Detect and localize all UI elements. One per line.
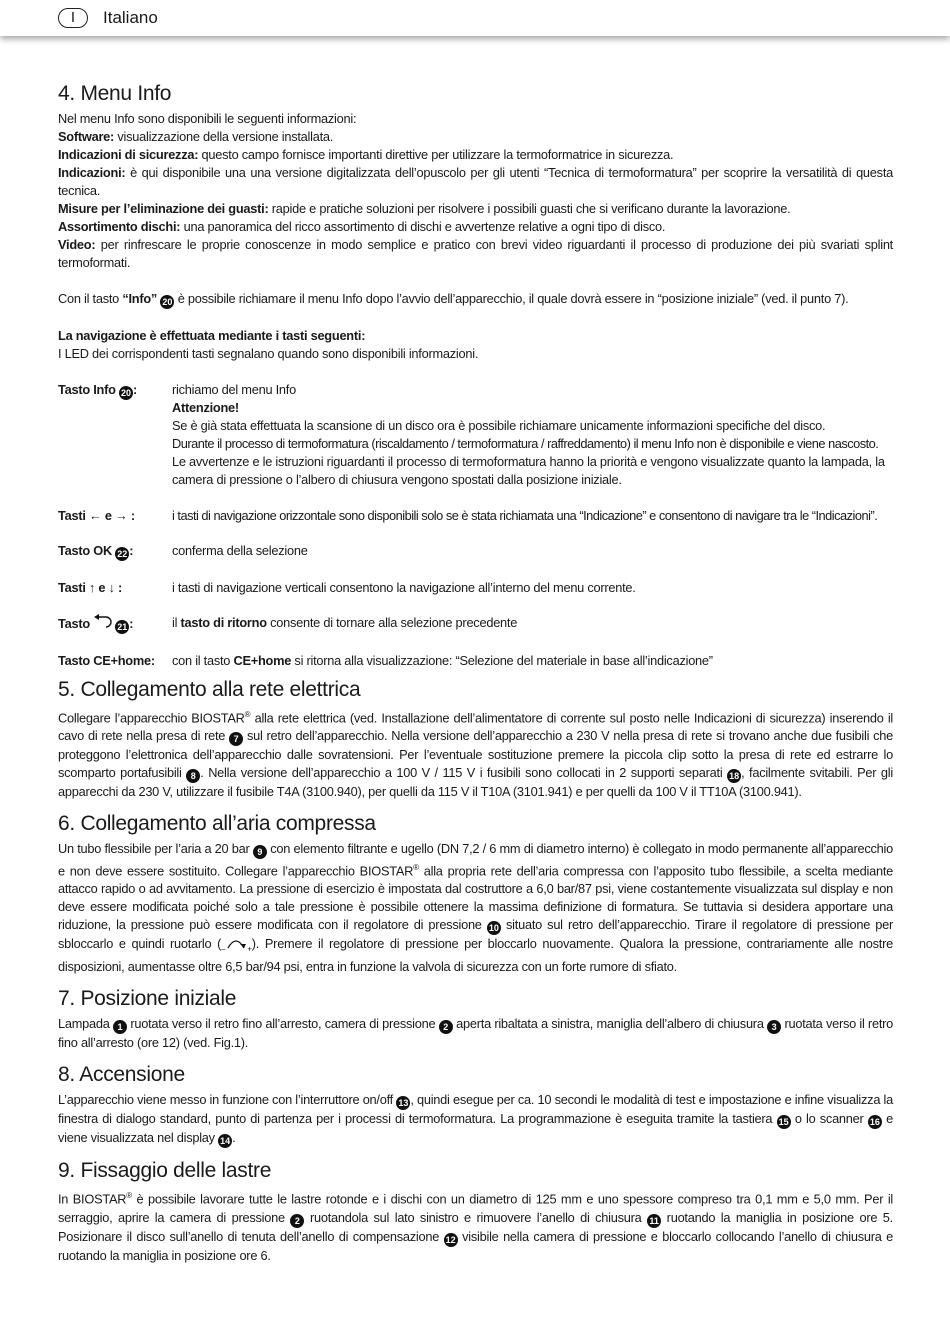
key-label-colon: : — [129, 616, 134, 631]
registered-mark: ® — [413, 862, 419, 872]
text-run: Lampada — [58, 1016, 113, 1032]
key-description: conferma della selezione — [172, 543, 308, 558]
section-9-text — [58, 1187, 893, 1264]
info-item-term: Indicazioni: — [58, 165, 126, 180]
section-7-text — [58, 1015, 893, 1052]
key-row-vertical — [58, 579, 893, 597]
info-item-term: Indicazioni di sicurezza: — [58, 147, 199, 162]
section-9 — [58, 1157, 893, 1264]
info-item-text: rapide e pratiche soluzioni per risolvere i possibili guasti che si verificano durante la lavorazione. — [268, 201, 791, 216]
info-item-safety — [58, 146, 893, 164]
key-definitions — [58, 381, 893, 670]
text-run: ruotando la maniglia in posizione ore 5. Posizionare il disco sull’anello di tenuta dell’anello di compensazione — [58, 1209, 893, 1244]
key-label-text: Tasto Info — [58, 382, 119, 397]
text-run: Con il tasto — [58, 291, 123, 306]
ce-home-term: CE+home — [233, 652, 292, 668]
key-row-ok — [58, 542, 893, 561]
callout-number-icon: 2 — [439, 1020, 453, 1034]
info-item-text: una panoramica del ricco assortimento di dischi e avvertenze relative a ogni tipo di disco. — [180, 219, 666, 234]
text-run: ruotata verso il retro fino all’arresto, camera di pressione — [127, 1016, 439, 1032]
key-row-back — [58, 614, 893, 634]
key-label: Tasti ↑ e ↓ : — [58, 579, 123, 595]
text-run: ). Premere il regolatore di pressione per bloccarlo nuovamente. Qualora la pressione, contrariamente alle nostre disposizioni, aumentasse oltre 6,5 bar/94 psi, entra in funzione la valvola di sicurezza con un forte rumore di sfiato. — [58, 936, 893, 975]
section-5-text — [58, 706, 893, 801]
nav-heading — [58, 327, 893, 345]
callout-number-icon: 12 — [445, 1234, 456, 1245]
text-run: In BIOSTAR — [58, 1191, 127, 1207]
text-run: ruotata verso il retro fino all’arresto (ore 12) (ved. Fig.1). — [58, 1016, 893, 1051]
info-item-text: questo campo fornisce importanti direttive per utilizzare la termoformatrice in sicurezza. — [198, 147, 674, 162]
text-run: Collegare l’apparecchio BIOSTAR — [58, 709, 245, 725]
callout-number-icon: 22 — [117, 549, 128, 559]
text-run: . — [232, 1130, 236, 1146]
callout-number-icon: 16 — [869, 1117, 880, 1128]
attention-label: Attenzione! — [172, 400, 239, 415]
info-item-discs — [58, 218, 893, 236]
callout-number-icon: 20 — [120, 388, 131, 398]
text-run: è possibile lavorare tutte le lastre rotonde e i dischi con un diametro di 125 mm e uno spessore compreso tra 0,1 mm e 5,0 mm. Per il serraggio, aprire la camera di pressione — [58, 1191, 894, 1225]
info-item-text: è qui disponibile una una versione digitalizzata dell’opuscolo per gli utenti “Tecnica di termoformatura” per scoprire la versatilità di questa tecnica. — [58, 165, 893, 198]
text-run: è possibile richiamare il menu Info dopo l’avvio dell’apparecchio, il quale dovrà essere in “posizione iniziale” (ved. il punto 7). — [174, 291, 849, 306]
text-run: alla propria rete dell’aria compressa con l’apposito tubo flessibile, a scelta mediante attacco rapido o ad avvitamento. La pressione di esercizio è impostata dal costruttore a 6,0 bar/87 psi, viene costantemente visualizzata sul display e non deve essere modificata poiché solo a tale pressione è possibile ottenere la massima definizione di formatura. Se tuttavia si desidera apportare una riduzione, la pressione può essere modificata con il regolatore di pressione — [58, 863, 893, 933]
key-label-colon: : — [129, 543, 134, 558]
text-run: L’apparecchio viene messo in funzione con l’interruttore on/off — [58, 1092, 397, 1108]
section-7 — [58, 985, 893, 1052]
text-run: con il tasto — [172, 652, 234, 668]
info-item-indications — [58, 164, 893, 200]
page-header — [0, 0, 950, 36]
rotate-icon — [221, 937, 252, 954]
section-4-intro: Nel menu Info sono disponibili le seguenti informazioni: — [58, 111, 357, 126]
key-label: Tasto CE+home: — [58, 652, 155, 668]
text-run: e viene visualizzata nel display — [58, 1111, 893, 1146]
key-row-ce-home — [58, 652, 893, 670]
back-key-term: tasto di ritorno — [180, 615, 267, 630]
info-item-term: Assortimento dischi: — [58, 219, 181, 234]
text-run: visibile nella camera di pressione e bloccarlo collocando l’anello di chiusura e ruotando la maniglia in posizione ore 6. — [58, 1228, 893, 1263]
nav-title: La navigazione è effettuata mediante i tasti seguenti: — [58, 328, 366, 343]
callout-number-icon: 9 — [253, 845, 267, 859]
text-run: si ritorna alla visualizzazione: “Selezione del materiale in base all’indicazione” — [291, 652, 713, 668]
section-4-title: 4. Menu Info — [58, 82, 172, 105]
key-label-text: Tasto — [58, 616, 94, 631]
rotate-minus-label: – — [221, 944, 226, 954]
key-desc-line: Durante il processo di termoformatura (riscaldamento / termoformatura / raffreddamento) il menu Info non è disponibile e viene nascosto. — [172, 436, 879, 451]
callout-number-icon: 1 — [113, 1020, 127, 1034]
rotate-plus-label: + — [247, 944, 252, 954]
section-9-title: 9. Fissaggio delle lastre — [58, 1159, 272, 1183]
section-5 — [58, 676, 893, 801]
callout-number-icon: 18 — [729, 770, 740, 781]
text-run: il — [172, 615, 181, 630]
section-7-title: 7. Posizione iniziale — [58, 987, 237, 1011]
section-6-text — [58, 840, 893, 977]
callout-number-icon: 14 — [220, 1136, 231, 1147]
key-label: Tasti ← e → : — [58, 507, 135, 523]
info-item-term: Video: — [58, 237, 96, 252]
key-description — [172, 614, 893, 634]
key-description: i tasti di navigazione orizzontale sono disponibili solo se è stata richiamata una “Indicazione” e consentono di navigare tra le “Indicazioni”. — [172, 507, 878, 523]
info-item-term: Software: — [58, 129, 115, 144]
key-desc-line: Se è già stata effettuata la scansione di un disco ora è possibile richiamare unicamente informazioni specifiche del disco. — [172, 418, 826, 433]
callout-number-icon: 20 — [162, 297, 173, 307]
nav-text: I LED dei corrispondenti tasti segnalano quando sono disponibili informazioni. — [58, 346, 479, 361]
info-item-term: Misure per l’eliminazione dei guasti: — [58, 201, 269, 216]
registered-mark: ® — [244, 709, 251, 719]
text-run: con elemento filtrante e ugello (DN 7,2 / 6 mm di diametro interno) è collegato in modo permanente all’apparecchio e non deve essere sostituito. Collegare l’apparecchio BIOSTAR — [58, 840, 893, 879]
registered-mark: ® — [126, 1191, 132, 1201]
key-desc-line: Le avvertenze e le istruzioni riguardanti il processo di termoformatura hanno la priorità e vengono visualizzate quanto la lampada, la camera di pressione o l’albero di chiusura vengono spostati dalla posizione iniziale. — [172, 454, 885, 487]
language-code-badge: I — [58, 8, 88, 28]
back-arrow-icon — [93, 616, 115, 631]
section-6 — [58, 810, 893, 977]
key-description — [172, 652, 893, 670]
info-item-text: visualizzazione della versione installata. — [114, 129, 334, 144]
key-label-text: Tasto OK — [58, 543, 116, 558]
key-label — [58, 542, 172, 561]
section-8 — [58, 1061, 893, 1148]
key-description: i tasti di navigazione verticali consentono la navigazione all’interno del menu corrente. — [172, 579, 636, 595]
key-label — [58, 381, 172, 489]
callout-number-icon: 15 — [778, 1117, 789, 1128]
section-6-title: 6. Collegamento all’aria compressa — [58, 811, 376, 835]
text-run: aperta ribaltata a sinistra, maniglia dell’albero di chiusura — [452, 1016, 768, 1032]
text-run: alla rete elettrica (ved. Installazione dell’alimentatore di corrente sul posto nelle Indicazioni di sicurezza) inserendo il cavo di rete nella presa di rete — [58, 709, 893, 743]
callout-number-icon: 7 — [229, 732, 243, 746]
key-row-horizontal — [58, 507, 893, 525]
info-item-software — [58, 128, 893, 146]
section-5-title: 5. Collegamento alla rete elettrica — [58, 677, 361, 701]
key-desc-line: richiamo del menu Info — [172, 382, 296, 397]
section-8-title: 8. Accensione — [58, 1063, 185, 1087]
info-key-label: “Info” — [122, 291, 158, 306]
callout-number-icon: 21 — [117, 622, 128, 632]
callout-number-icon: 11 — [647, 1214, 661, 1228]
key-label-colon: : — [133, 382, 138, 397]
text-run: ruotandola sul lato sinistro e rimuovere l’anello di chiusura — [304, 1209, 648, 1225]
callout-number-icon: 13 — [398, 1098, 409, 1109]
text-run: . Nella versione dell’apparecchio a 100 V / 115 V i fusibili sono collocati in 2 supporti separati — [200, 764, 728, 780]
key-row-info — [58, 381, 893, 489]
callout-number-icon: 8 — [186, 769, 200, 783]
text-run: situato sul retro dell’apparecchio. Tirare il regolatore di pressione per sbloccarlo e quindi ruotarlo ( — [58, 917, 894, 952]
text-run: sul retro dell’apparecchio. Nella versione dell’apparecchio a 230 V nella presa di rete si trovano anche due fusibili che proteggono l’elettronica dell’apparecchio dalle sovratensioni. Per l’eventuale sostituzione premere la piccola clip sotto la presa di rete ed estrarre lo scomparto portafusibili — [58, 727, 893, 780]
text-run: , facilmente svitabili. Per gli apparecchi da 230 V, utilizzare il fusibile T4A (3100.940), per quelli da 115 V il T10A (3101.941) e per quelli da 100 V il TT10A (3100.941). — [58, 764, 893, 799]
text-run: Un tubo flessibile per l’aria a 20 bar — [58, 840, 253, 856]
section-8-text — [58, 1091, 893, 1148]
callout-number-icon: 2 — [290, 1214, 304, 1228]
text-run: consente di tornare alla selezione precedente — [266, 615, 518, 630]
info-key-paragraph — [58, 290, 893, 309]
key-label — [58, 614, 172, 634]
info-item-text: per rinfrescare le proprie conoscenze in modo semplice e pratico con brevi video riguardanti il processo di produzione dei più svariati splint termoformati. — [58, 237, 893, 270]
info-item-video — [58, 236, 893, 272]
text-run: o lo scanner — [790, 1111, 868, 1127]
callout-number-icon: 3 — [767, 1020, 781, 1034]
text-run: , quindi esegue per ca. 10 secondi le modalità di test e impostazione e infine visualizza la finestra di dialogo standard, punto di partenza per i processi di termoformatura. La programmazione è eseguita tramite la tastiera — [58, 1092, 893, 1127]
info-item-troubleshooting — [58, 200, 893, 218]
language-name: Italiano — [103, 8, 158, 27]
key-description — [172, 381, 893, 489]
document-body — [58, 80, 893, 1265]
callout-number-icon: 10 — [488, 923, 499, 934]
